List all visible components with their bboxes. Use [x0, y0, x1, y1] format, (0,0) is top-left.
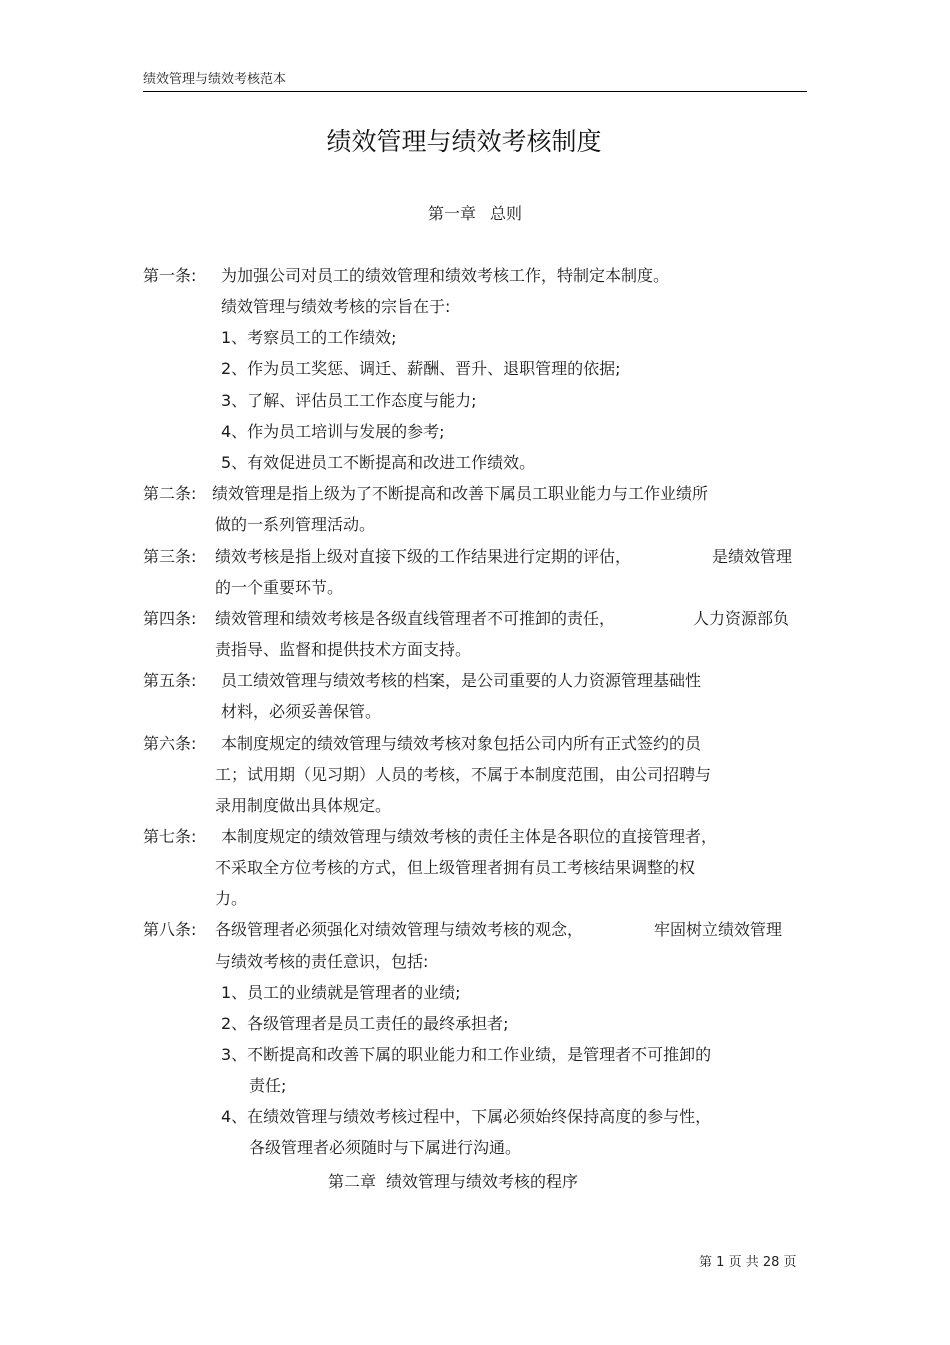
article-label: 第八条: [143, 920, 197, 939]
article-text: 人力资源部负 [693, 609, 790, 628]
article-text: 是绩效管理 [712, 547, 793, 566]
list-item: 2、作为员工奖惩、调迁、薪酬、晋升、退职管理的依据; [221, 359, 621, 378]
list-item: 3、不断提高和改善下属的职业能力和工作业绩，是管理者不可推卸的 [221, 1045, 712, 1064]
article-text: 各级管理者必须强化对绩效管理与绩效考核的观念， [215, 920, 584, 939]
page-footer [699, 1251, 797, 1270]
article-text: 为加强公司对员工的绩效管理和绩效考核工作，特制定本制度。 [221, 266, 670, 285]
list-item: 1、员工的业绩就是管理者的业绩; [221, 983, 461, 1002]
list-item: 4、作为员工培训与发展的参考; [221, 422, 445, 441]
article-text: 本制度规定的绩效管理与绩效考核的责任主体是各职位的直接管理者， [221, 827, 718, 846]
list-item: 5、有效促进员工不断提高和改进工作绩效。 [221, 453, 536, 472]
article-text: 材料，必须妥善保管。 [221, 702, 382, 721]
article-text: 责指导、监督和提供技术方面支持。 [215, 640, 472, 659]
article-text: 不采取全方位考核的方式，但上级管理者拥有员工考核结果调整的权 [215, 858, 696, 877]
chapter-name: 总则 [490, 204, 523, 223]
article-text: 绩效管理和绩效考核是各级直线管理者不可推卸的责任， [215, 609, 616, 628]
article-label: 第五条: [143, 671, 197, 690]
article-text: 牢固树立绩效管理 [654, 920, 783, 939]
article-text: 绩效管理与绩效考核的宗旨在于: [221, 297, 451, 316]
article-label: 第一条: [143, 266, 197, 285]
article-text: 员工绩效管理与绩效考核的档案，是公司重要的人力资源管理基础性 [221, 671, 702, 690]
list-item: 1、考察员工的工作绩效; [221, 328, 397, 347]
footer-suffix: 页 [783, 1255, 797, 1270]
article-label: 第三条: [143, 547, 197, 566]
list-item-continuation: 各级管理者必须随时与下属进行沟通。 [249, 1138, 522, 1157]
list-item: 4、在绩效管理与绩效考核过程中，下属必须始终保持高度的参与性， [221, 1107, 712, 1126]
list-item: 2、各级管理者是员工责任的最终承担者; [221, 1014, 509, 1033]
article-text: 本制度规定的绩效管理与绩效考核对象包括公司内所有正式签约的员 [221, 734, 702, 753]
list-item-continuation: 责任; [249, 1076, 287, 1095]
article-text: 做的一系列管理活动。 [215, 515, 376, 534]
list-item: 3、了解、评估员工工作态度与能力; [221, 391, 477, 410]
article-text: 绩效管理是指上级为了不断提高和改善下属员工职业能力与工作业绩所 [212, 484, 709, 503]
article-text: 录用制度做出具体规定。 [215, 796, 392, 815]
footer-mid: 页 共 [728, 1255, 759, 1270]
document-title: 绩效管理与绩效考核制度 [326, 127, 602, 156]
article-label: 第二条: [143, 484, 197, 503]
header-rule [143, 91, 807, 92]
chapter-heading-2 [328, 1169, 578, 1192]
chapter-heading-1 [0, 201, 950, 224]
page-total: 28 [762, 1255, 780, 1270]
article-label: 第七条: [143, 827, 197, 846]
article-text: 绩效考核是指上级对直接下级的工作结果进行定期的评估， [215, 547, 632, 566]
chapter-number: 第二章 [328, 1172, 377, 1191]
running-header: 绩效管理与绩效考核范本 [143, 72, 287, 87]
chapter-name: 绩效管理与绩效考核的程序 [386, 1172, 579, 1191]
article-text: 的一个重要环节。 [215, 578, 344, 597]
article-text: 工；试用期（见习期）人员的考核，不属于本制度范围，由公司招聘与 [215, 765, 712, 784]
article-text: 力。 [215, 889, 248, 908]
footer-prefix: 第 [699, 1255, 713, 1270]
page-number: 1 [716, 1255, 725, 1270]
article-label: 第四条: [143, 609, 197, 628]
article-label: 第六条: [143, 734, 197, 753]
article-text: 与绩效考核的责任意识，包括: [215, 952, 429, 971]
chapter-number: 第一章 [427, 204, 476, 223]
